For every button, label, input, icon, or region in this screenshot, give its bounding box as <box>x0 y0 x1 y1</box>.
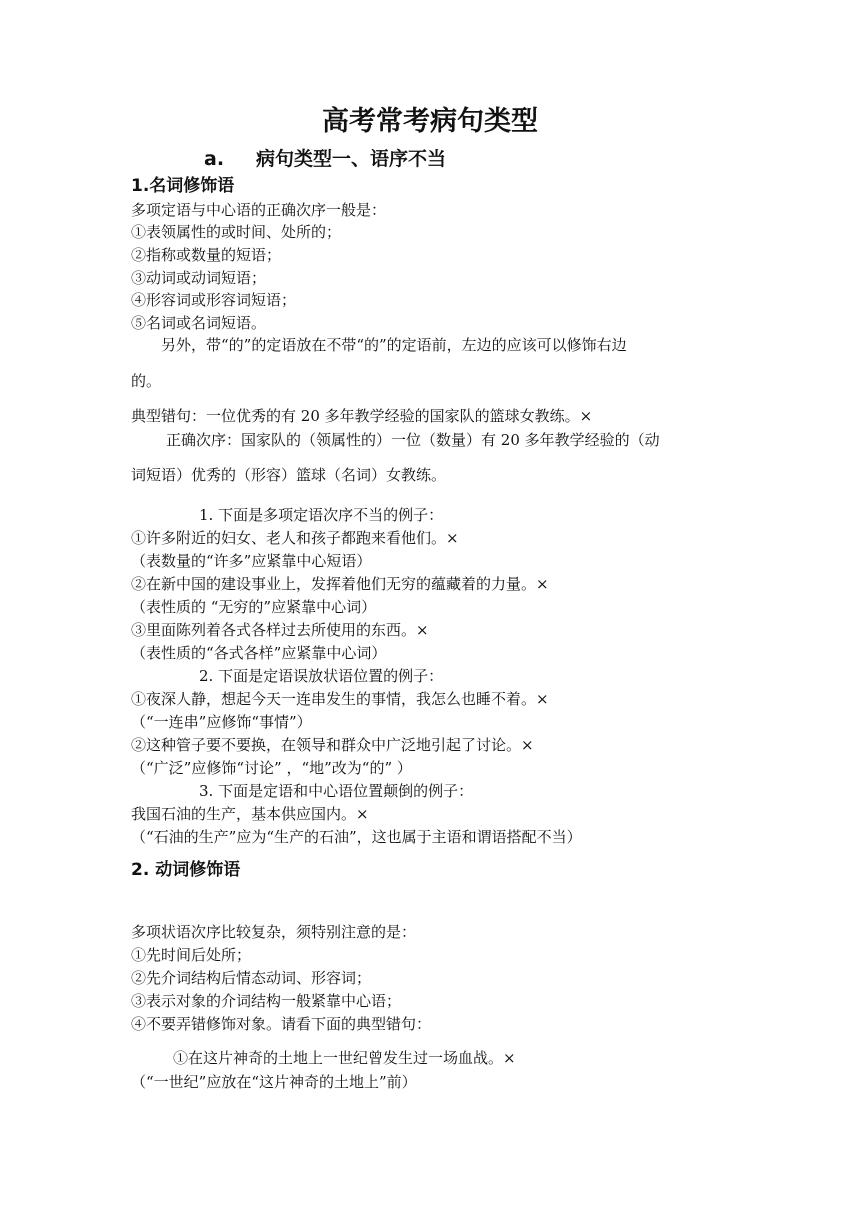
extra-note-line1: 另外，带“的”的定语放在不带“的”的定语前，左边的应该可以修饰右边 <box>161 336 627 354</box>
example-line: ③里面陈列着各式各样过去所使用的东西。× <box>131 621 429 639</box>
section1-heading: 1.名词修饰语 <box>131 176 235 196</box>
heading-a <box>204 146 446 172</box>
typical-error: 典型错句：一位优秀的有 20 多年教学经验的国家队的篮球女教练。× <box>131 407 593 425</box>
rule-item: ②先介词结构后情态动词、形容词； <box>131 969 372 987</box>
section2-example: ①在这片神奇的土地上一世纪曾发生过一场血战。× <box>173 1049 516 1067</box>
example-line: ②在新中国的建设事业上，发挥着他们无穷的蕴藏着的力量。× <box>131 575 549 593</box>
example-note: （“石油的生产”应为“生产的石油”，这也属于主语和谓语搭配不当） <box>131 828 582 846</box>
rule-item: ③表示对象的介词结构一般紧靠中心语； <box>131 992 402 1010</box>
extra-note-line2: 的。 <box>131 372 162 390</box>
section2-example-note: （“一世纪”应放在“这片神奇的土地上”前） <box>131 1073 417 1091</box>
order-item: ④形容词或形容词短语； <box>131 291 297 309</box>
example-line: 我国石油的生产，基本供应国内。× <box>131 805 369 823</box>
example-note: （表性质的 “无穷的”应紧靠中心词） <box>131 598 377 616</box>
sub2-heading: 2. 下面是定语误放状语位置的例子： <box>199 667 444 685</box>
sub1-heading: 1. 下面是多项定语次序不当的例子： <box>199 506 444 524</box>
example-note: （“一连串”应修饰“事情”） <box>131 713 312 731</box>
order-item: ⑤名词或名词短语。 <box>131 314 267 332</box>
section2-intro: 多项状语次序比较复杂，须特别注意的是： <box>131 923 417 941</box>
rule-item: ①先时间后处所； <box>131 946 252 964</box>
correct-order-line2: 词短语）优秀的（形容）篮球（名词）女教练。 <box>131 466 447 484</box>
sub3-heading: 3. 下面是定语和中心语位置颠倒的例子： <box>199 782 474 800</box>
rule-item: ④不要弄错修饰对象。请看下面的典型错句： <box>131 1015 432 1033</box>
order-item: ③动词或动词短语； <box>131 269 267 287</box>
example-note: （“广泛”应修饰“讨论” ，“地”改为“的” ） <box>131 759 412 777</box>
example-line: ②这种管子要不要换，在领导和群众中广泛地引起了讨论。× <box>131 736 534 754</box>
order-item: ①表领属性的或时间、处所的； <box>131 223 342 241</box>
section1-intro: 多项定语与中心语的正确次序一般是： <box>131 201 387 219</box>
example-line: ①许多附近的妇女、老人和孩子都跑来看他们。× <box>131 529 459 547</box>
example-line: ①夜深人静，想起今天一连串发生的事情，我怎么也睡不着。× <box>131 690 549 708</box>
heading-a-text: 病句类型一、语序不当 <box>256 148 447 170</box>
page-title: 高考常考病句类型 <box>322 106 538 137</box>
example-note: （表性质的“各式各样”应紧靠中心词） <box>131 644 387 662</box>
order-item: ②指称或数量的短语； <box>131 246 282 264</box>
correct-order-line1: 正确次序：国家队的（领属性的）一位（数量）有 20 多年教学经验的（动 <box>166 431 660 449</box>
example-note: （表数量的“许多”应紧靠中心短语） <box>131 552 372 570</box>
section2-heading: 2. 动词修饰语 <box>131 860 241 880</box>
heading-a-marker: a. <box>204 148 225 170</box>
